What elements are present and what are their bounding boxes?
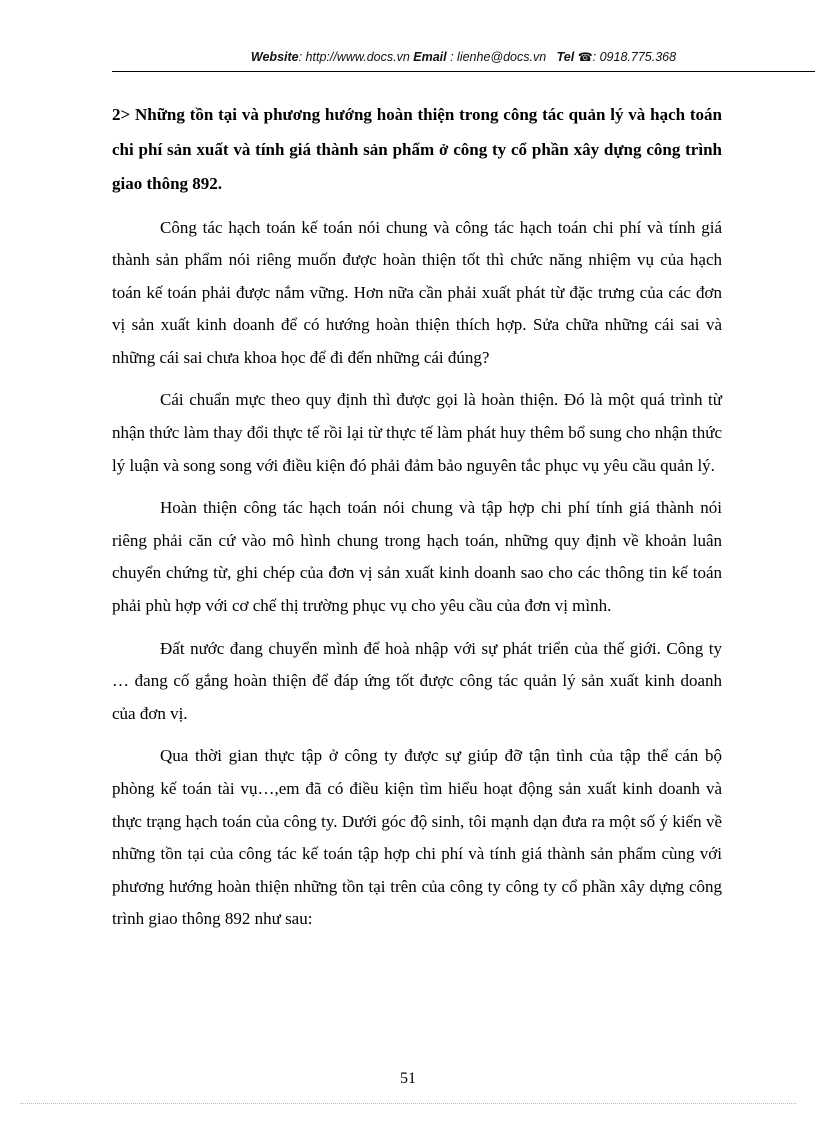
website-value: : http://www.docs.vn: [298, 50, 410, 64]
paragraph-5: Qua thời gian thực tập ở công ty được sự giúp đỡ tận tình của tập thể cán bộ phòng kế toán tài vụ…,em đã có điều kiện tìm hiểu hoạt động sản xuất kinh doanh và thực trạng hạch toán của công ty. Dưới góc độ sinh, tôi mạnh dạn đưa ra một số ý kiến về những tồn tại của công tác kế toán tập hợp chi phí và tính giá thành sản phẩm cùng với phương hướng hoàn thiện những tồn tại trên của công ty công ty cổ phần xây dựng công trình giao thông 892 như sau:: [112, 746, 722, 929]
phone-icon: ☎: [577, 50, 593, 64]
header-divider: [112, 71, 815, 72]
tel-label: Tel: [556, 50, 575, 64]
footer-divider: [20, 1103, 796, 1104]
page-header: [112, 50, 815, 64]
document-body: [112, 98, 722, 936]
paragraph-1: Công tác hạch toán kế toán nói chung và công tác hạch toán chi phí và tính giá thành sản phẩm nói riêng muốn được hoàn thiện tốt thì chức năng nhiệm vụ của hạch toán kế toán phải được nắm vững. Hơn nữa cần phải xuất phát từ đặc trưng của các đơn vị sản xuất kinh doanh để có hướng hoàn thiện thích hợp. Sửa chữa những cái sai và những cái sai chưa khoa học để đi đến những cái đúng?: [112, 217, 722, 367]
email-value: : lienhe@docs.vn: [446, 50, 547, 64]
tel-value: : 0918.775.368: [592, 50, 677, 64]
paragraph-4: Đất nước đang chuyển mình để hoà nhập với sự phát triển của thế giới. Công ty … đang cố gắng hoàn thiện để đáp ứng tốt được công tác quản lý sản xuất kinh doanh của đơn vị.: [112, 638, 722, 723]
page-number: 51: [400, 1070, 416, 1087]
paragraph-2: Cái chuẩn mực theo quy định thì được gọi là hoàn thiện. Đó là một quá trình từ nhận thức làm thay đổi thực tế rồi lại từ thực tế làm phát huy thêm bổ sung cho nhận thức lý luận và song song với điều kiện đó phải đảm bảo nguyên tắc phục vụ yêu cầu quản lý.: [112, 390, 722, 475]
paragraph-3: Hoàn thiện công tác hạch toán nói chung và tập hợp chi phí tính giá thành nói riêng phải căn cứ vào mô hình chung trong hạch toán, những quy định về khoản luân chuyển chứng từ, ghi chép của đơn vị sản xuất kinh doanh sao cho các thông tin kế toán phải phù hợp với cơ chế thị trường phục vụ cho yêu cầu của đơn vị mình.: [112, 498, 722, 616]
section-heading: 2> Những tồn tại và phương hướng hoàn thiện trong công tác quản lý và hạch toán chi phí sản xuất và tính giá thành sản phẩm ở công ty cổ phần xây dựng công trình giao thông 892.: [112, 105, 722, 193]
email-label: Email: [413, 50, 447, 64]
website-label: Website: [250, 50, 299, 64]
